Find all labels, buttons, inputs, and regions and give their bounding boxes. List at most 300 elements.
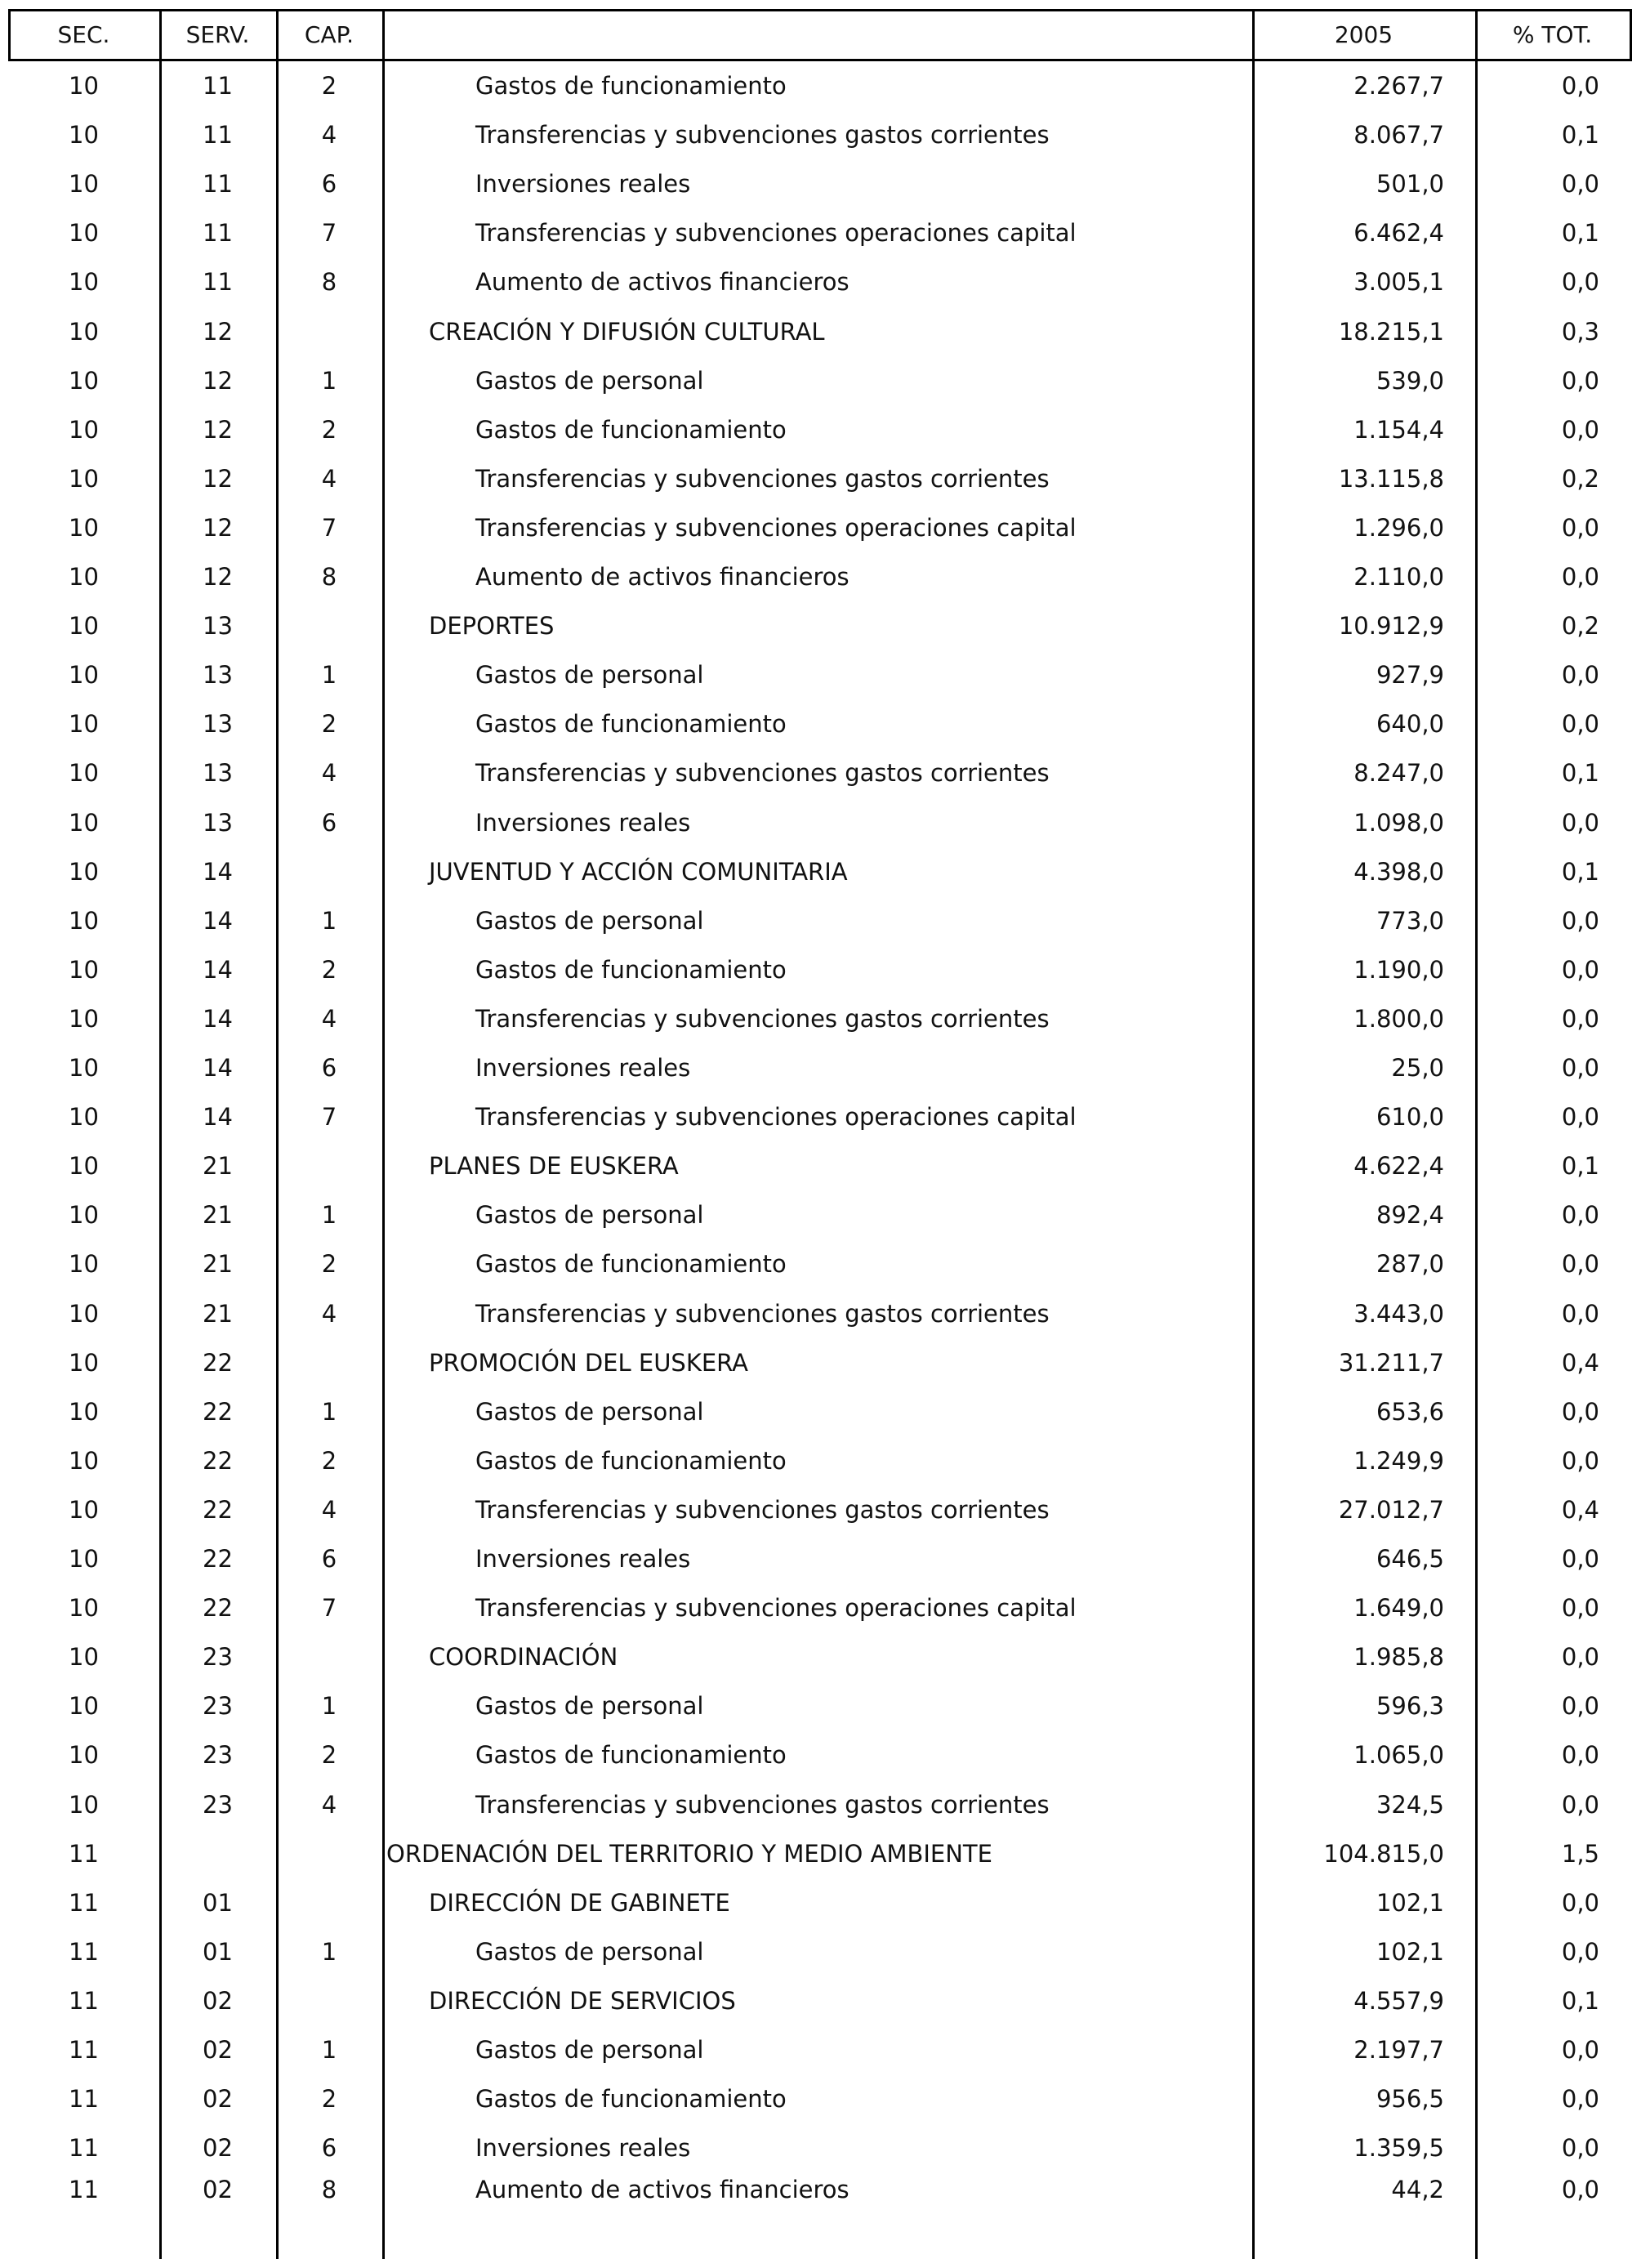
cell-sec: 10 [69,219,99,248]
cell-serv: 12 [203,513,233,542]
cell-amount-2005: 4.398,0 [1353,857,1444,886]
cell-sec: 11 [69,1986,99,2015]
cell-sec: 10 [69,317,99,346]
cell-description: Gastos de personal [475,661,704,690]
cell-sec: 10 [69,808,99,837]
cell-percent-total: 0,0 [1561,1643,1599,1672]
cell-amount-2005: 31.211,7 [1338,1348,1444,1377]
cell-sec: 10 [69,1446,99,1475]
cell-serv: 21 [203,1250,233,1279]
cell-percent-total: 0,0 [1561,72,1599,100]
cell-description: Aumento de activos financieros [475,563,849,591]
table-row [0,1780,1641,1829]
cell-description: Gastos de funcionamiento [475,1250,787,1279]
cell-cap: 6 [321,808,337,837]
cell-percent-total: 0,0 [1561,1937,1599,1966]
cell-cap: 2 [321,415,337,444]
cell-serv: 13 [203,710,233,739]
table-row [0,2025,1641,2074]
cell-percent-total: 0,0 [1561,2176,1599,2204]
cell-cap: 4 [321,1299,337,1328]
cell-sec: 10 [69,121,99,150]
table-row [0,1092,1641,1141]
cell-sec: 10 [69,1103,99,1132]
cell-description: Aumento de activos financieros [475,2176,849,2204]
cell-cap: 8 [321,2176,337,2204]
cell-description: Inversiones reales [475,2134,691,2163]
header-pct: % TOT. [1512,21,1593,48]
cell-cap: 1 [321,2036,337,2064]
cell-percent-total: 0,0 [1561,2134,1599,2163]
cell-percent-total: 0,0 [1561,1741,1599,1770]
cell-amount-2005: 6.462,4 [1353,219,1444,248]
cell-amount-2005: 1.154,4 [1353,415,1444,444]
cell-description: Gastos de funcionamiento [475,415,787,444]
header-sec: SEC. [57,21,110,48]
cell-description: DIRECCIÓN DE SERVICIOS [429,1986,736,2015]
cell-cap: 7 [321,513,337,542]
cell-percent-total: 0,2 [1561,464,1599,493]
cell-amount-2005: 25,0 [1391,1054,1444,1082]
cell-percent-total: 0,0 [1561,2036,1599,2064]
cell-serv: 02 [203,2176,233,2204]
cell-sec: 10 [69,415,99,444]
cell-description: Transferencias y subvenciones gastos corrientes [475,1790,1050,1819]
cell-percent-total: 0,1 [1561,1986,1599,2015]
table-row [0,1829,1641,1878]
cell-amount-2005: 13.115,8 [1338,464,1444,493]
table-row [0,1239,1641,1288]
cell-serv: 21 [203,1299,233,1328]
table-row [0,847,1641,896]
cell-percent-total: 0,1 [1561,759,1599,788]
cell-cap: 1 [321,906,337,935]
cell-cap: 4 [321,1790,337,1819]
cell-amount-2005: 892,4 [1376,1201,1444,1230]
cell-sec: 10 [69,955,99,984]
cell-serv: 22 [203,1495,233,1524]
cell-amount-2005: 1.098,0 [1353,808,1444,837]
cell-amount-2005: 4.622,4 [1353,1152,1444,1181]
cell-amount-2005: 773,0 [1376,906,1444,935]
cell-description: Inversiones reales [475,1054,691,1082]
cell-sec: 10 [69,1152,99,1181]
cell-cap: 1 [321,1201,337,1230]
cell-cap: 2 [321,2085,337,2114]
cell-description: Gastos de personal [475,1692,704,1721]
cell-percent-total: 0,0 [1561,415,1599,444]
cell-serv: 12 [203,563,233,591]
cell-cap: 1 [321,661,337,690]
cell-amount-2005: 3.443,0 [1353,1299,1444,1328]
cell-amount-2005: 18.215,1 [1338,317,1444,346]
cell-sec: 10 [69,1348,99,1377]
cell-description: Transferencias y subvenciones gastos corrientes [475,1495,1050,1524]
cell-serv: 01 [203,1888,233,1917]
table-row [0,1730,1641,1779]
cell-serv: 01 [203,1937,233,1966]
cell-percent-total: 0,0 [1561,1446,1599,1475]
table-row [0,1436,1641,1485]
cell-cap: 7 [321,1594,337,1623]
table-row [0,307,1641,356]
cell-percent-total: 0,0 [1561,1103,1599,1132]
cell-amount-2005: 287,0 [1376,1250,1444,1279]
cell-cap: 2 [321,1446,337,1475]
table-row [0,1338,1641,1387]
cell-description: Transferencias y subvenciones gastos corrientes [475,121,1050,150]
cell-serv: 02 [203,2036,233,2064]
cell-serv: 11 [203,121,233,150]
table-row [0,748,1641,797]
cell-amount-2005: 646,5 [1376,1545,1444,1573]
cell-serv: 14 [203,1004,233,1033]
cell-sec: 10 [69,513,99,542]
cell-sec: 11 [69,2134,99,2163]
cell-percent-total: 0,4 [1561,1495,1599,1524]
table-row [0,1043,1641,1092]
cell-cap: 8 [321,563,337,591]
cell-serv: 13 [203,759,233,788]
cell-percent-total: 0,0 [1561,2085,1599,2114]
cell-serv: 14 [203,1103,233,1132]
cell-percent-total: 1,5 [1561,1839,1599,1868]
table-row [0,2165,1641,2214]
table-row [0,110,1641,159]
cell-description: PLANES DE EUSKERA [429,1152,679,1181]
cell-sec: 10 [69,906,99,935]
cell-serv: 22 [203,1348,233,1377]
cell-serv: 12 [203,415,233,444]
cell-sec: 10 [69,710,99,739]
cell-cap: 4 [321,1004,337,1033]
table-row [0,2074,1641,2123]
cell-amount-2005: 1.359,5 [1353,2134,1444,2163]
cell-description: Gastos de funcionamiento [475,1446,787,1475]
cell-sec: 10 [69,170,99,199]
cell-amount-2005: 640,0 [1376,710,1444,739]
cell-amount-2005: 501,0 [1376,170,1444,199]
cell-cap: 1 [321,1397,337,1426]
cell-amount-2005: 539,0 [1376,366,1444,395]
cell-sec: 11 [69,2085,99,2114]
table-row [0,552,1641,601]
table-row [0,945,1641,994]
table-row [0,1681,1641,1730]
cell-sec: 10 [69,661,99,690]
cell-sec: 10 [69,1397,99,1426]
cell-percent-total: 0,1 [1561,121,1599,150]
cell-serv: 02 [203,1986,233,2015]
table-row [0,1878,1641,1927]
cell-serv: 22 [203,1397,233,1426]
cell-serv: 02 [203,2134,233,2163]
cell-amount-2005: 44,2 [1391,2176,1444,2204]
cell-serv: 23 [203,1643,233,1672]
table-row [0,994,1641,1043]
table-row [0,208,1641,257]
cell-description: Gastos de personal [475,366,704,395]
cell-serv: 11 [203,268,233,297]
cell-amount-2005: 1.296,0 [1353,513,1444,542]
cell-amount-2005: 4.557,9 [1353,1986,1444,2015]
cell-sec: 10 [69,366,99,395]
cell-sec: 11 [69,1888,99,1917]
cell-description: Gastos de funcionamiento [475,2085,787,2114]
table-row [0,1583,1641,1632]
column-rule-right [1630,9,1632,60]
cell-serv: 23 [203,1692,233,1721]
cell-description: Gastos de personal [475,1937,704,1966]
header-cap: CAP. [304,21,355,48]
cell-amount-2005: 956,5 [1376,2085,1444,2114]
cell-percent-total: 0,0 [1561,1594,1599,1623]
table-row [0,896,1641,945]
cell-percent-total: 0,0 [1561,710,1599,739]
cell-serv: 11 [203,219,233,248]
cell-description: Inversiones reales [475,170,691,199]
cell-cap: 2 [321,710,337,739]
cell-percent-total: 0,0 [1561,955,1599,984]
cell-description: Gastos de funcionamiento [475,710,787,739]
cell-amount-2005: 1.985,8 [1353,1643,1444,1672]
cell-description: Transferencias y subvenciones operaciones capital [475,1594,1077,1623]
table-row [0,1927,1641,1976]
cell-percent-total: 0,0 [1561,1201,1599,1230]
cell-cap: 7 [321,219,337,248]
cell-description: DEPORTES [429,612,555,641]
cell-percent-total: 0,0 [1561,1790,1599,1819]
cell-amount-2005: 1.249,9 [1353,1446,1444,1475]
cell-serv: 21 [203,1152,233,1181]
table-row [0,257,1641,306]
cell-serv: 13 [203,661,233,690]
cell-sec: 10 [69,563,99,591]
cell-sec: 10 [69,1545,99,1573]
table-row [0,1141,1641,1190]
cell-description: Aumento de activos financieros [475,268,849,297]
cell-amount-2005: 653,6 [1376,1397,1444,1426]
cell-description: PROMOCIÓN DEL EUSKERA [429,1348,748,1377]
cell-percent-total: 0,4 [1561,1348,1599,1377]
cell-percent-total: 0,0 [1561,808,1599,837]
cell-sec: 10 [69,1054,99,1082]
cell-cap: 8 [321,268,337,297]
cell-description: Gastos de personal [475,1397,704,1426]
table-row [0,1387,1641,1436]
cell-description: CREACIÓN Y DIFUSIÓN CULTURAL [429,317,825,346]
cell-percent-total: 0,0 [1561,1545,1599,1573]
cell-serv: 23 [203,1741,233,1770]
cell-percent-total: 0,0 [1561,1692,1599,1721]
cell-sec: 10 [69,1741,99,1770]
table-row [0,1485,1641,1534]
cell-sec: 10 [69,1692,99,1721]
cell-description: Transferencias y subvenciones gastos corrientes [475,464,1050,493]
cell-description: Transferencias y subvenciones operaciones capital [475,219,1077,248]
cell-cap: 4 [321,759,337,788]
cell-description: Inversiones reales [475,1545,691,1573]
cell-description: ORDENACIÓN DEL TERRITORIO Y MEDIO AMBIENTE [386,1839,992,1868]
cell-sec: 10 [69,1250,99,1279]
cell-sec: 10 [69,759,99,788]
cell-description: DIRECCIÓN DE GABINETE [429,1888,730,1917]
header-year: 2005 [1334,21,1394,48]
cell-percent-total: 0,0 [1561,661,1599,690]
cell-description: JUVENTUD Y ACCIÓN COMUNITARIA [429,857,848,886]
cell-sec: 10 [69,1643,99,1672]
cell-serv: 12 [203,366,233,395]
cell-amount-2005: 8.247,0 [1353,759,1444,788]
cell-description: Transferencias y subvenciones operaciones capital [475,513,1077,542]
cell-sec: 10 [69,1594,99,1623]
table-row [0,1534,1641,1583]
cell-amount-2005: 2.267,7 [1353,72,1444,100]
header-serv: SERV. [185,21,250,48]
cell-cap: 6 [321,170,337,199]
cell-sec: 10 [69,1004,99,1033]
cell-description: Inversiones reales [475,808,691,837]
cell-serv: 23 [203,1790,233,1819]
cell-amount-2005: 610,0 [1376,1103,1444,1132]
cell-percent-total: 0,0 [1561,268,1599,297]
cell-percent-total: 0,0 [1561,1004,1599,1033]
table-row [0,405,1641,454]
cell-cap: 2 [321,955,337,984]
table-row [0,601,1641,650]
cell-percent-total: 0,1 [1561,219,1599,248]
cell-percent-total: 0,0 [1561,366,1599,395]
cell-cap: 4 [321,464,337,493]
cell-serv: 22 [203,1446,233,1475]
cell-sec: 10 [69,857,99,886]
cell-amount-2005: 8.067,7 [1353,121,1444,150]
cell-cap: 1 [321,1937,337,1966]
cell-serv: 14 [203,857,233,886]
cell-percent-total: 0,1 [1561,857,1599,886]
table-row [0,61,1641,110]
cell-serv: 14 [203,955,233,984]
cell-amount-2005: 2.197,7 [1353,2036,1444,2064]
cell-percent-total: 0,1 [1561,1152,1599,1181]
cell-sec: 10 [69,72,99,100]
cell-serv: 22 [203,1545,233,1573]
cell-serv: 12 [203,317,233,346]
cell-serv: 14 [203,906,233,935]
cell-serv: 02 [203,2085,233,2114]
cell-amount-2005: 3.005,1 [1353,268,1444,297]
cell-description: Gastos de funcionamiento [475,955,787,984]
cell-sec: 10 [69,612,99,641]
cell-percent-total: 0,0 [1561,1397,1599,1426]
cell-percent-total: 0,0 [1561,1299,1599,1328]
cell-sec: 10 [69,1201,99,1230]
cell-sec: 11 [69,2176,99,2204]
cell-sec: 10 [69,464,99,493]
cell-percent-total: 0,3 [1561,317,1599,346]
cell-serv: 21 [203,1201,233,1230]
header-desc [382,9,1252,60]
cell-serv: 14 [203,1054,233,1082]
table-row [0,650,1641,699]
cell-amount-2005: 1.065,0 [1353,1741,1444,1770]
cell-cap: 6 [321,2134,337,2163]
cell-description: Gastos de funcionamiento [475,1741,787,1770]
cell-percent-total: 0,0 [1561,513,1599,542]
cell-amount-2005: 927,9 [1376,661,1444,690]
cell-serv: 22 [203,1594,233,1623]
cell-serv: 12 [203,464,233,493]
cell-sec: 10 [69,1495,99,1524]
cell-cap: 1 [321,1692,337,1721]
cell-amount-2005: 27.012,7 [1338,1495,1444,1524]
cell-amount-2005: 2.110,0 [1353,563,1444,591]
cell-sec: 11 [69,1937,99,1966]
cell-sec: 11 [69,1839,99,1868]
cell-cap: 7 [321,1103,337,1132]
cell-serv: 11 [203,170,233,199]
cell-amount-2005: 596,3 [1376,1692,1444,1721]
cell-amount-2005: 324,5 [1376,1790,1444,1819]
cell-percent-total: 0,0 [1561,1888,1599,1917]
table-row [0,503,1641,552]
cell-sec: 11 [69,2036,99,2064]
cell-description: Gastos de funcionamiento [475,72,787,100]
cell-percent-total: 0,0 [1561,906,1599,935]
cell-cap: 2 [321,1250,337,1279]
cell-description: Gastos de personal [475,1201,704,1230]
cell-percent-total: 0,0 [1561,563,1599,591]
table-row [0,356,1641,405]
cell-percent-total: 0,0 [1561,1054,1599,1082]
cell-cap: 1 [321,366,337,395]
cell-amount-2005: 1.649,0 [1353,1594,1444,1623]
cell-description: Transferencias y subvenciones operaciones capital [475,1103,1077,1132]
cell-amount-2005: 10.912,9 [1338,612,1444,641]
cell-amount-2005: 102,1 [1376,1888,1444,1917]
cell-percent-total: 0,2 [1561,612,1599,641]
cell-cap: 4 [321,121,337,150]
cell-percent-total: 0,0 [1561,170,1599,199]
cell-cap: 6 [321,1545,337,1573]
cell-amount-2005: 102,1 [1376,1937,1444,1966]
cell-description: Transferencias y subvenciones gastos corrientes [475,1299,1050,1328]
cell-sec: 10 [69,268,99,297]
table-row [0,1976,1641,2025]
cell-amount-2005: 104.815,0 [1323,1839,1444,1868]
cell-serv: 13 [203,808,233,837]
cell-cap: 4 [321,1495,337,1524]
cell-sec: 10 [69,1790,99,1819]
cell-cap: 2 [321,1741,337,1770]
table-row [0,159,1641,208]
cell-amount-2005: 1.190,0 [1353,955,1444,984]
cell-description: COORDINACIÓN [429,1643,618,1672]
cell-description: Transferencias y subvenciones gastos corrientes [475,1004,1050,1033]
table-row [0,798,1641,847]
cell-description: Transferencias y subvenciones gastos corrientes [475,759,1050,788]
cell-description: Gastos de personal [475,2036,704,2064]
table-row [0,1289,1641,1338]
cell-description: Gastos de personal [475,906,704,935]
cell-cap: 2 [321,72,337,100]
cell-amount-2005: 1.800,0 [1353,1004,1444,1033]
cell-serv: 13 [203,612,233,641]
cell-sec: 10 [69,1299,99,1328]
cell-percent-total: 0,0 [1561,1250,1599,1279]
cell-cap: 6 [321,1054,337,1082]
cell-serv: 11 [203,72,233,100]
